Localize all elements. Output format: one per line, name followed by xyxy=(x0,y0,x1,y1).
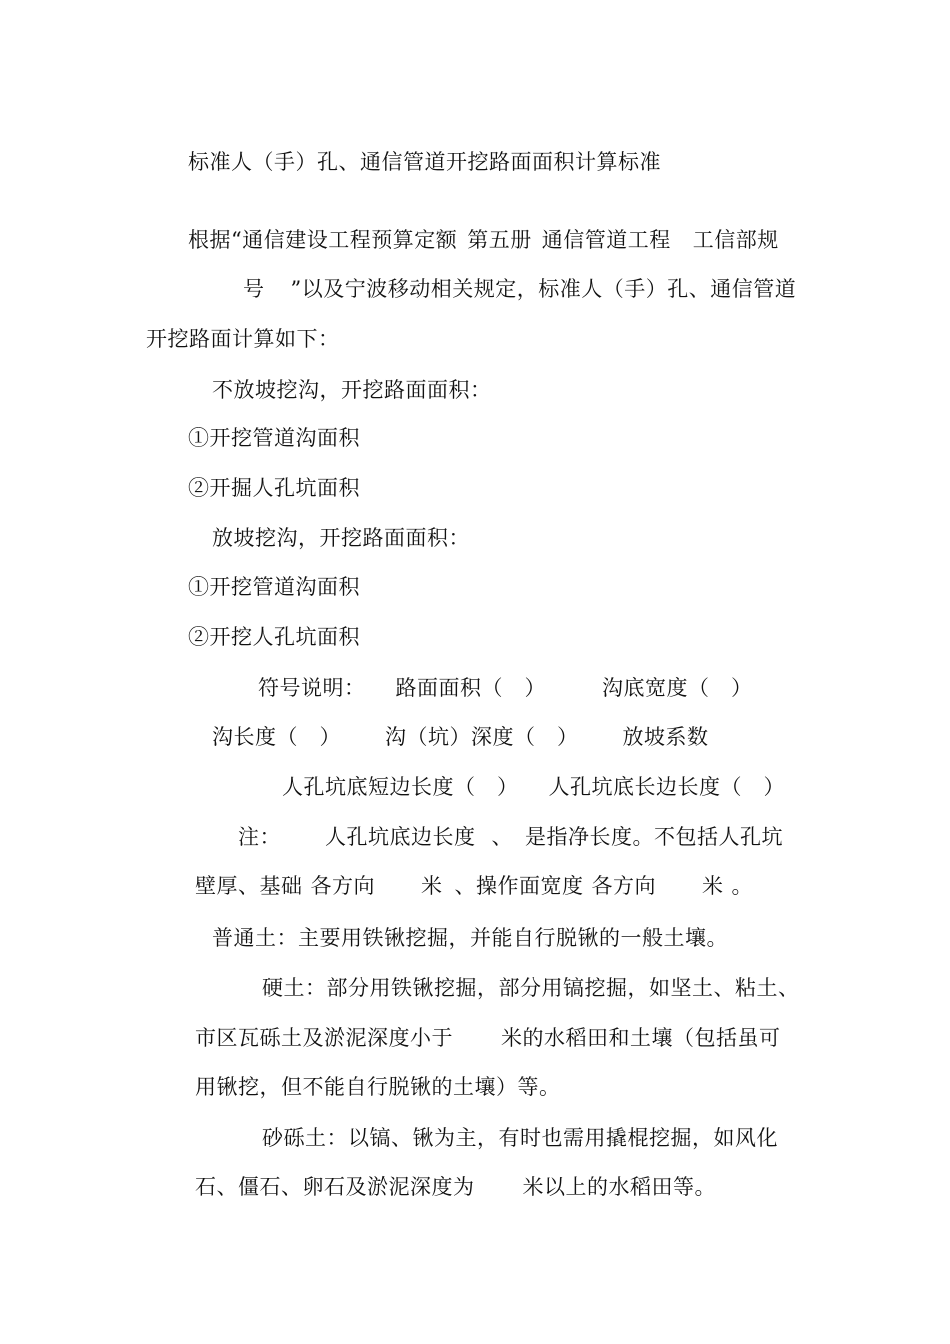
intro-text: 第五册 xyxy=(467,228,532,252)
document-title: 标准人（手）孔、通信管道开挖路面面积计算标准 xyxy=(188,150,661,174)
note-label: 注： xyxy=(238,825,281,849)
intro-text: 通信管道工程 xyxy=(541,228,671,252)
note-text: 米 xyxy=(702,874,724,898)
note-text: 是指净长度。不包括人孔坑 xyxy=(525,825,783,849)
note-line-1 xyxy=(238,823,783,851)
soil-ordinary: 普通土：主要用铁锹挖掘，并能自行脱锹的一般土壤。 xyxy=(212,926,728,950)
symbols-label: 符号说明： xyxy=(258,676,366,700)
note-text: 。 xyxy=(731,874,753,898)
soil-text: 米的水稻田和土壤（包括虽可 xyxy=(501,1026,781,1050)
symbol-trench-depth: 沟（坑）深度（ ） xyxy=(385,725,579,749)
no-slope-item-pit: ②开掘人孔坑面积 xyxy=(188,476,360,500)
note-line-2 xyxy=(195,872,753,900)
slope-item-trench: ①开挖管道沟面积 xyxy=(188,575,360,599)
note-text: 米 xyxy=(421,874,443,898)
intro-line-1 xyxy=(188,226,779,254)
note-text: 各方向 xyxy=(310,874,375,898)
intro-text: 工信部规 xyxy=(692,228,779,252)
symbols-line-2 xyxy=(212,723,709,751)
symbols-line-3 xyxy=(282,773,785,801)
soil-text: 米以上的水稻田等。 xyxy=(522,1175,716,1199)
note-text: 各方向 xyxy=(591,874,656,898)
soil-text: 市区瓦砾土及淤泥深度小于 xyxy=(195,1026,453,1050)
soil-hard-line-1: 硬土：部分用铁锹挖掘，部分用镐挖掘，如坚土、粘土、 xyxy=(262,976,800,1000)
soil-gravel-line-2 xyxy=(195,1173,716,1201)
soil-hard-line-3: 用锹挖，但不能自行脱锹的土壤）等。 xyxy=(195,1075,561,1099)
symbol-pit-long-side: 人孔坑底长边长度（ ） xyxy=(548,775,785,799)
intro-text: ”以及宁波移动相关规定，标准人（手）孔、通信管道 xyxy=(290,277,797,301)
note-text: 壁厚、基础 xyxy=(195,874,303,898)
soil-gravel-line-1: 砂砾土：以镐、锹为主，有时也需用撬棍挖掘，如风化 xyxy=(262,1126,778,1150)
symbol-trench-bottom-width: 沟底宽度（ ） xyxy=(602,676,753,700)
symbol-pit-short-side: 人孔坑底短边长度（ ） xyxy=(282,775,519,799)
intro-text: 根据“通信建设工程预算定额 xyxy=(188,228,458,252)
symbol-slope-coefficient: 放坡系数 xyxy=(622,725,709,749)
no-slope-item-trench: ①开挖管道沟面积 xyxy=(188,426,360,450)
slope-item-pit: ②开挖人孔坑面积 xyxy=(188,625,360,649)
intro-line-2 xyxy=(243,275,796,303)
note-text: 、 xyxy=(491,825,513,849)
soil-hard-line-2 xyxy=(195,1024,781,1052)
note-text: 人孔坑底边长度 xyxy=(325,825,476,849)
slope-heading: 放坡挖沟，开挖路面面积： xyxy=(212,526,470,550)
no-slope-heading: 不放坡挖沟，开挖路面面积： xyxy=(212,378,492,402)
symbol-road-area: 路面面积（ ） xyxy=(395,676,546,700)
soil-text: 石、僵石、卵石及淤泥深度为 xyxy=(195,1175,475,1199)
symbols-line-1 xyxy=(258,674,753,702)
symbol-trench-length: 沟长度（ ） xyxy=(212,725,341,749)
intro-text: 号 xyxy=(243,277,265,301)
intro-line-3: 开挖路面计算如下： xyxy=(146,327,340,351)
note-text: 、操作面宽度 xyxy=(454,874,584,898)
